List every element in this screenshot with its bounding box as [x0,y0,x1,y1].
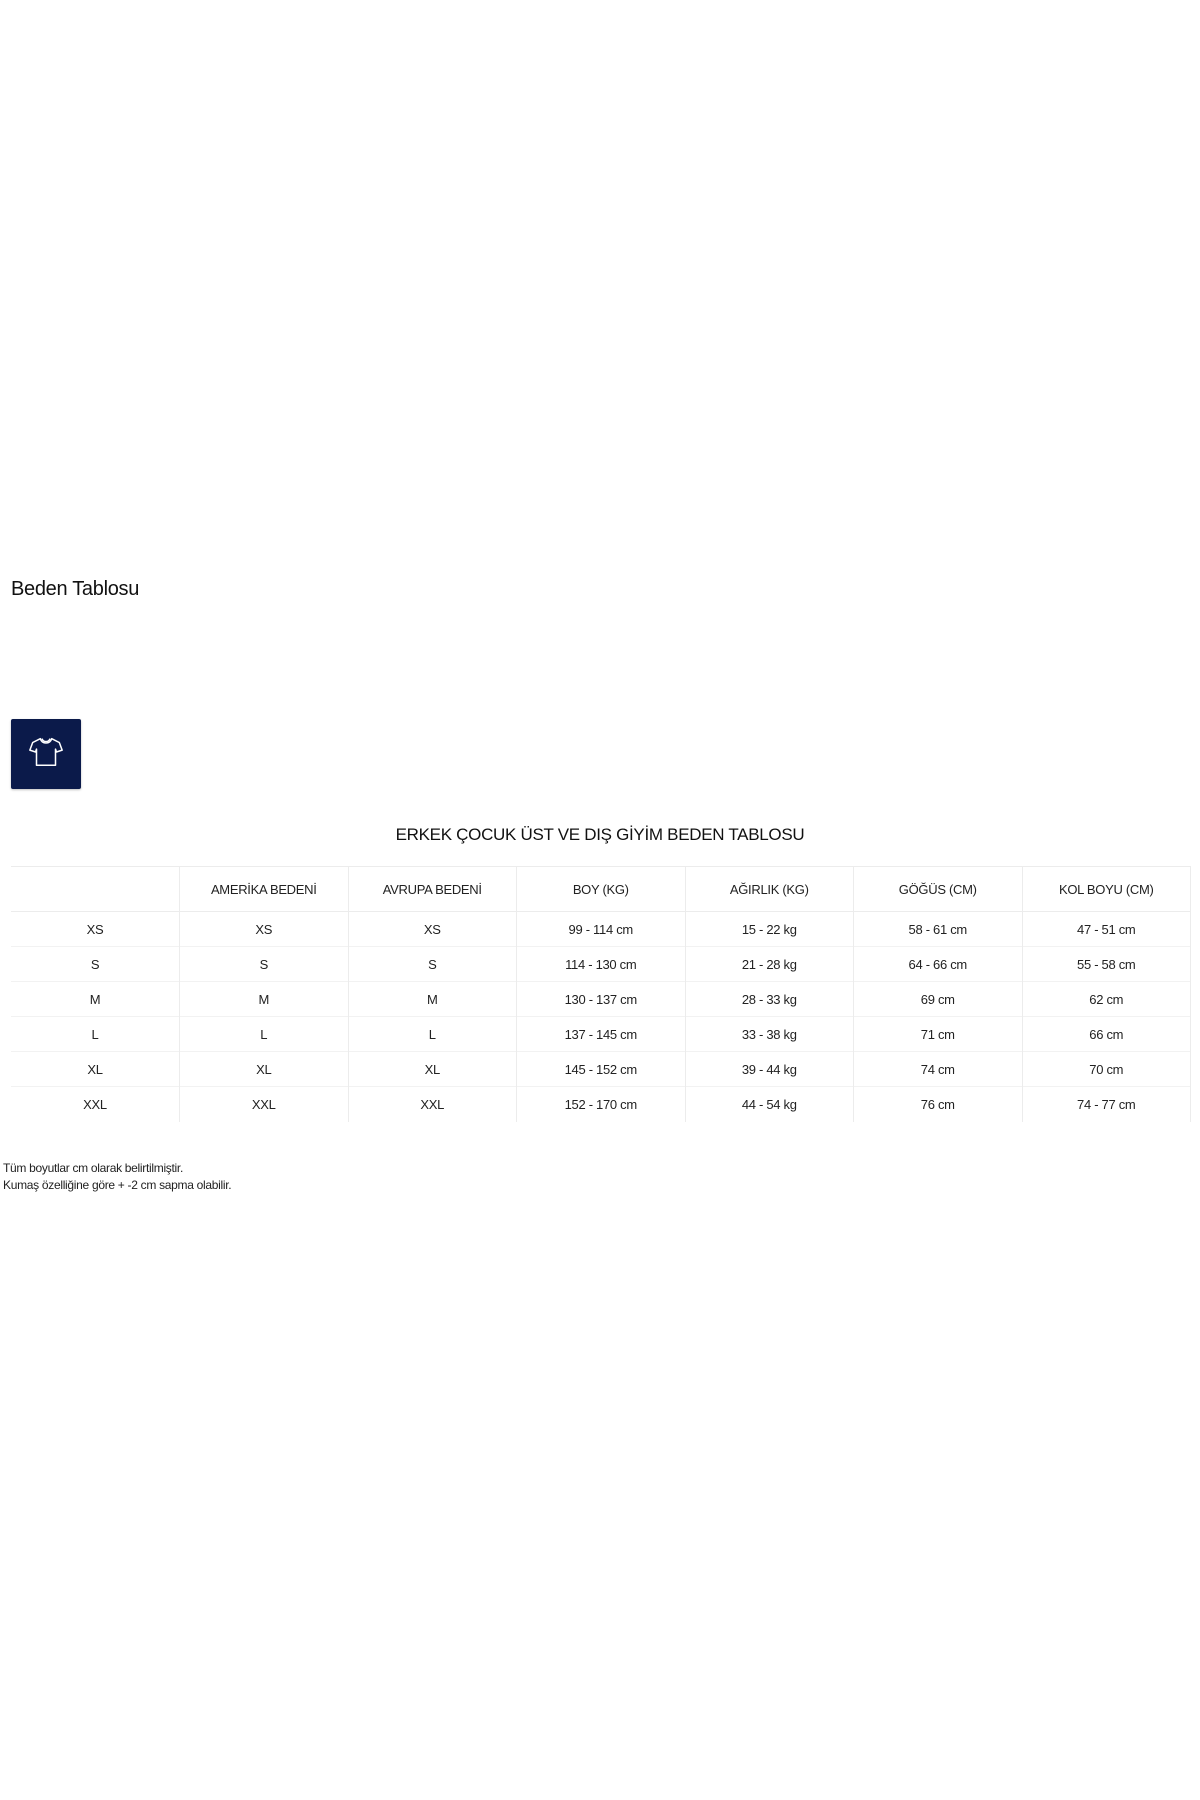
table-cell: 70 cm [1022,1052,1191,1087]
table-cell: S [180,947,349,982]
table-cell: 33 - 38 kg [685,1017,854,1052]
size-table [11,866,1191,1122]
table-row [11,1017,1191,1052]
header-cell: BOY (KG) [517,867,686,912]
table-cell: 71 cm [854,1017,1023,1052]
table-cell: 99 - 114 cm [517,912,686,947]
table-cell: L [180,1017,349,1052]
table-cell: 137 - 145 cm [517,1017,686,1052]
table-cell: 39 - 44 kg [685,1052,854,1087]
table-cell: 55 - 58 cm [1022,947,1191,982]
table-cell: XL [348,1052,517,1087]
table-cell: XL [180,1052,349,1087]
table-cell: 76 cm [854,1087,1023,1122]
table-row [11,912,1191,947]
footnote: Tüm boyutlar cm olarak belirtilmiştir. [3,1161,183,1175]
table-cell: 62 cm [1022,982,1191,1017]
header-cell: GÖĞÜS (CM) [854,867,1023,912]
table-cell: 66 cm [1022,1017,1191,1052]
footnotes [3,1160,231,1194]
table-cell: XS [180,912,349,947]
table-row [11,947,1191,982]
table-cell: 69 cm [854,982,1023,1017]
table-cell: 74 cm [854,1052,1023,1087]
table-cell: M [180,982,349,1017]
tshirt-icon [27,733,65,776]
table-cell: XL [11,1052,180,1087]
table-row [11,1052,1191,1087]
table-cell: XXL [348,1087,517,1122]
table-cell: 74 - 77 cm [1022,1087,1191,1122]
table-cell: L [11,1017,180,1052]
footnote: Kumaş özelliğine göre + -2 cm sapma olabilir. [3,1178,232,1192]
table-cell: L [348,1017,517,1052]
table-cell: 152 - 170 cm [517,1087,686,1122]
header-cell: AĞIRLIK (KG) [685,867,854,912]
table-cell: S [348,947,517,982]
table-cell: 64 - 66 cm [854,947,1023,982]
table-cell: XS [86,921,104,937]
table-cell: 145 - 152 cm [517,1052,686,1087]
category-tile-tops[interactable] [11,719,81,789]
table-cell: XXL [180,1087,349,1122]
page-title: Beden Tablosu [11,578,140,600]
table-cell: 28 - 33 kg [685,982,854,1017]
table-cell: S [11,947,180,982]
table-cell: 44 - 54 kg [685,1087,854,1122]
table-cell: 58 - 61 cm [854,912,1023,947]
table-cell: 47 - 51 cm [1022,912,1191,947]
header-cell: AMERİKA BEDENİ [180,867,349,912]
table-row [11,1087,1191,1122]
header-cell: KOL BOYU (CM) [1022,867,1191,912]
table-row [11,982,1191,1017]
table-cell: 114 - 130 cm [517,947,686,982]
table-cell: 130 - 137 cm [517,982,686,1017]
header-cell: AVRUPA BEDENİ [348,867,517,912]
size-table-title: ERKEK ÇOCUK ÜST VE DIŞ GİYİM BEDEN TABLOSU [395,825,805,844]
table-cell: M [11,982,180,1017]
table-cell: XS [348,912,517,947]
size-table-header-row [11,867,1191,912]
header-cell [11,867,180,912]
table-cell: 15 - 22 kg [685,912,854,947]
table-cell: XXL [11,1087,180,1122]
table-cell: M [348,982,517,1017]
table-cell: 21 - 28 kg [685,947,854,982]
